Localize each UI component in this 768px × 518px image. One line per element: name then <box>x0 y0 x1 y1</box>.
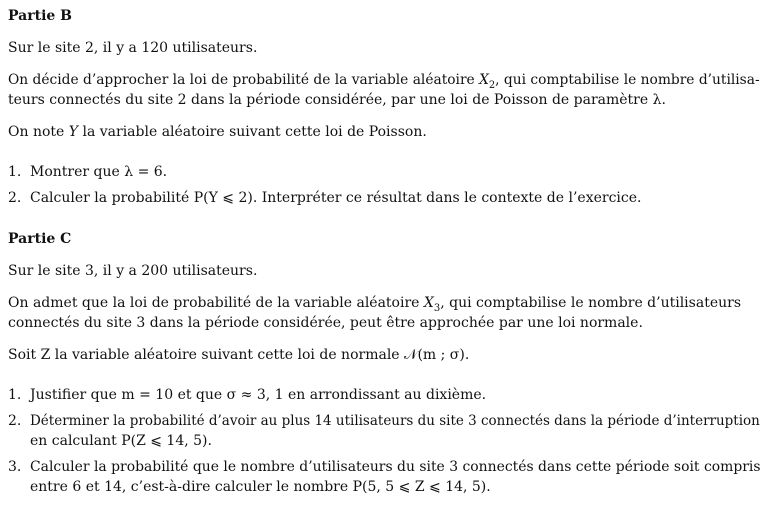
paragraph-poisson-line2: teurs connectés du site 2 dans la période considérée, par une loi de Poisson de paramètre λ. <box>8 92 666 108</box>
paragraph-site3-users: Sur le site 3, il y a 200 utilisateurs. <box>8 263 258 279</box>
paragraph-normal-line2: connectés du site 3 dans la période considérée, peut être approchée par une loi normale. <box>8 315 643 331</box>
text-fragment: la variable aléatoire suivant cette loi de Poisson. <box>78 124 427 140</box>
question-number: 1. <box>8 164 22 180</box>
question-b1: Montrer que λ = 6. <box>30 164 168 180</box>
question-number: 2. <box>8 413 22 429</box>
variable-y: Y <box>68 124 79 140</box>
paragraph-variable-y <box>8 123 427 141</box>
variable-x: X <box>479 72 489 88</box>
variable-subscript: 3 <box>433 302 441 314</box>
question-number: 3. <box>8 459 22 475</box>
question-number: 1. <box>8 387 22 403</box>
paragraph-site2-users: Sur le site 2, il y a 120 utilisateurs. <box>8 40 258 56</box>
question-c1: Justifier que m = 10 et que σ ≈ 3, 1 en arrondissant au dixième. <box>30 387 487 403</box>
question-c2-line1: Déterminer la probabilité d’avoir au plus 14 utilisateurs du site 3 connectés dans la période d’interruption <box>30 413 760 429</box>
heading-partie-b: Partie B <box>8 8 72 24</box>
text-fragment: , qui comptabilise le nombre d’utilisa- <box>495 72 760 88</box>
question-c3-line2: entre 6 et 14, c’est-à-dire calculer le nombre P(5, 5 ⩽ Z ⩽ 14, 5). <box>30 479 491 495</box>
question-b2: Calculer la probabilité P(Y ⩽ 2). Interpréter ce résultat dans le contexte de l’exercice. <box>30 190 642 206</box>
text-fragment: , qui comptabilise le nombre d’utilisateurs <box>440 295 741 311</box>
question-c2-line2: en calculant P(Z ⩽ 14, 5). <box>30 433 212 449</box>
question-number: 2. <box>8 190 22 206</box>
text-fragment: On note <box>8 124 69 140</box>
variable-x: X <box>423 295 434 311</box>
heading-partie-c: Partie C <box>8 231 72 247</box>
question-c3-line1: Calculer la probabilité que le nombre d’utilisateurs du site 3 connectés dans cette période soit compris <box>30 459 761 475</box>
paragraph-variable-z: Soit Z la variable aléatoire suivant cette loi de normale 𝒩(m ; σ). <box>8 347 470 363</box>
text-fragment: On admet que la loi de probabilité de la variable aléatoire <box>8 295 424 311</box>
text-fragment: On décide d’approcher la loi de probabilité de la variable aléatoire <box>8 72 480 88</box>
variable-subscript: 2 <box>488 79 496 91</box>
